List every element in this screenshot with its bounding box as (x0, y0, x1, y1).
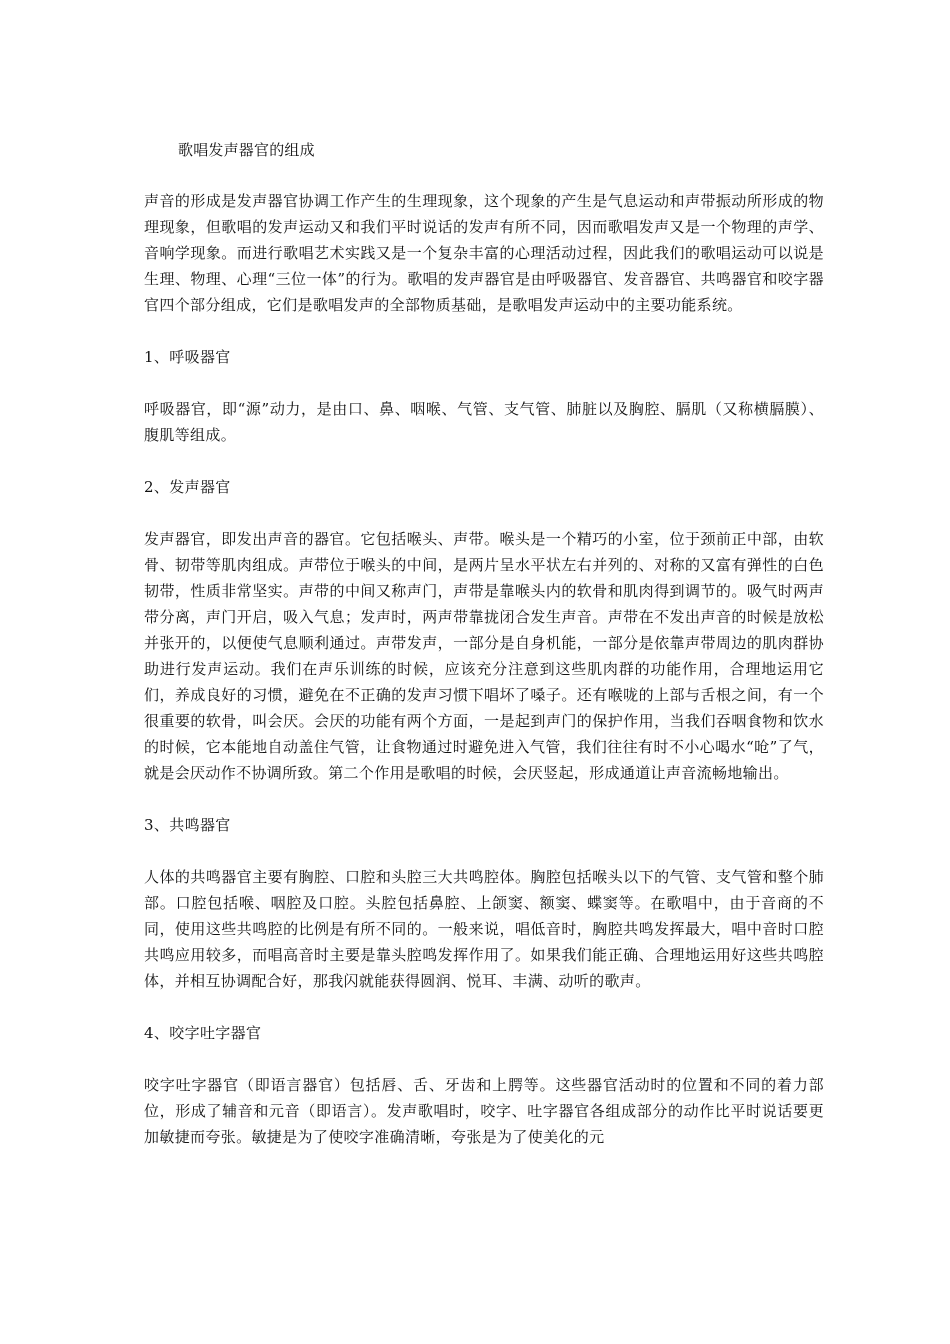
section-text-articulation-organs: 咬字吐字器官（即语言器官）包括唇、舌、牙齿和上腭等。这些器官活动时的位置和不同的着力部位，形成了辅音和元音（即语言）。发声歌唱时，咬字、吐字器官各组成部分的动作比平时说话要更加敏捷而夸张。敏捷是为了使咬字准确清晰，夸张是为了使美化的元 (144, 1076, 824, 1146)
section-articulation-organs (144, 1020, 824, 1150)
intro-paragraph: 声音的形成是发声器官协调工作产生的生理现象，这个现象的产生是气息运动和声带振动所形成的物理现象，但歌唱的发声运动又和我们平时说话的发声有所不同，因而歌唱发声又是一个物理的声学、音响学现象。而进行歌唱艺术实践又是一个复杂丰富的心理活动过程，因此我们的歌唱运动可以说是生理、物理、心理“三位一体”的行为。歌唱的发声器官是由呼吸器官、发音器官、共鸣器官和咬字器官四个部分组成，它们是歌唱发声的全部物质基础，是歌唱发声运动中的主要功能系统。 (144, 192, 824, 314)
document-content (144, 138, 824, 1150)
document-title: 歌唱发声器官的组成 (178, 141, 315, 159)
section-heading-resonance-organs: 3、共鸣器官 (144, 816, 231, 834)
section-text-resonance-organs: 人体的共鸣器官主要有胸腔、口腔和头腔三大共鸣腔体。胸腔包括喉头以下的气管、支气管和整个肺部。口腔包括喉、咽腔及口腔。头腔包括鼻腔、上颌窦、额窦、蝶窦等。在歌唱中，由于音商的不同，使用这些共鸣腔的比例是有所不同的。一般来说，唱低音时，胸腔共鸣发挥最大，唱中音时口腔共鸣应用较多，而唱高音时主要是靠头腔鸣发挥作用了。如果我们能正确、合理地运用好这些共鸣腔体，并相互协调配合好，那我闪就能获得圆润、悦耳、丰满、动听的歌声。 (144, 868, 824, 990)
section-respiratory-organs (144, 344, 824, 448)
section-heading-articulation-organs: 4、咬字吐字器官 (144, 1024, 262, 1042)
section-heading-vocal-organs: 2、发声器官 (144, 478, 231, 496)
section-resonance-organs (144, 812, 824, 994)
section-text-respiratory-organs: 呼吸器官，即“源”动力，是由口、鼻、咽喉、气管、支气管、肺脏以及胸腔、膈肌（又称横膈膜）、腹肌等组成。 (144, 400, 824, 444)
section-vocal-organs (144, 474, 824, 786)
section-text-vocal-organs: 发声器官，即发出声音的器官。它包括喉头、声带。喉头是一个精巧的小室，位于颈前正中部，由软骨、韧带等肌肉组成。声带位于喉头的中间，是两片呈水平状左右并列的、对称的又富有弹性的白色韧带，性质非常坚实。声带的中间又称声门，声带是靠喉头内的软骨和肌肉得到调节的。吸气时两声带分离，声门开启，吸入气息；发声时，两声带靠拢闭合发生声音。声带在不发出声音的时候是放松并张开的，以便使气息顺利通过。声带发声，一部分是自身机能，一部分是依靠声带周边的肌肉群协助进行发声运动。我们在声乐训练的时候，应该充分注意到这些肌肉群的功能作用，合理地运用它们，养成良好的习惯，避免在不正确的发声习惯下唱坏了嗓子。还有喉咙的上部与舌根之间，有一个很重要的软骨，叫会厌。会厌的功能有两个方面，一是起到声门的保护作用，当我们吞咽食物和饮水的时候，它本能地自动盖住气管，让食物通过时避免进入气管，我们往往有时不小心喝水“呛”了气，就是会厌动作不协调所致。第二个作用是歌唱的时候，会厌竖起，形成通道让声音流畅地输出。 (144, 530, 824, 782)
section-heading-respiratory-organs: 1、呼吸器官 (144, 348, 231, 366)
